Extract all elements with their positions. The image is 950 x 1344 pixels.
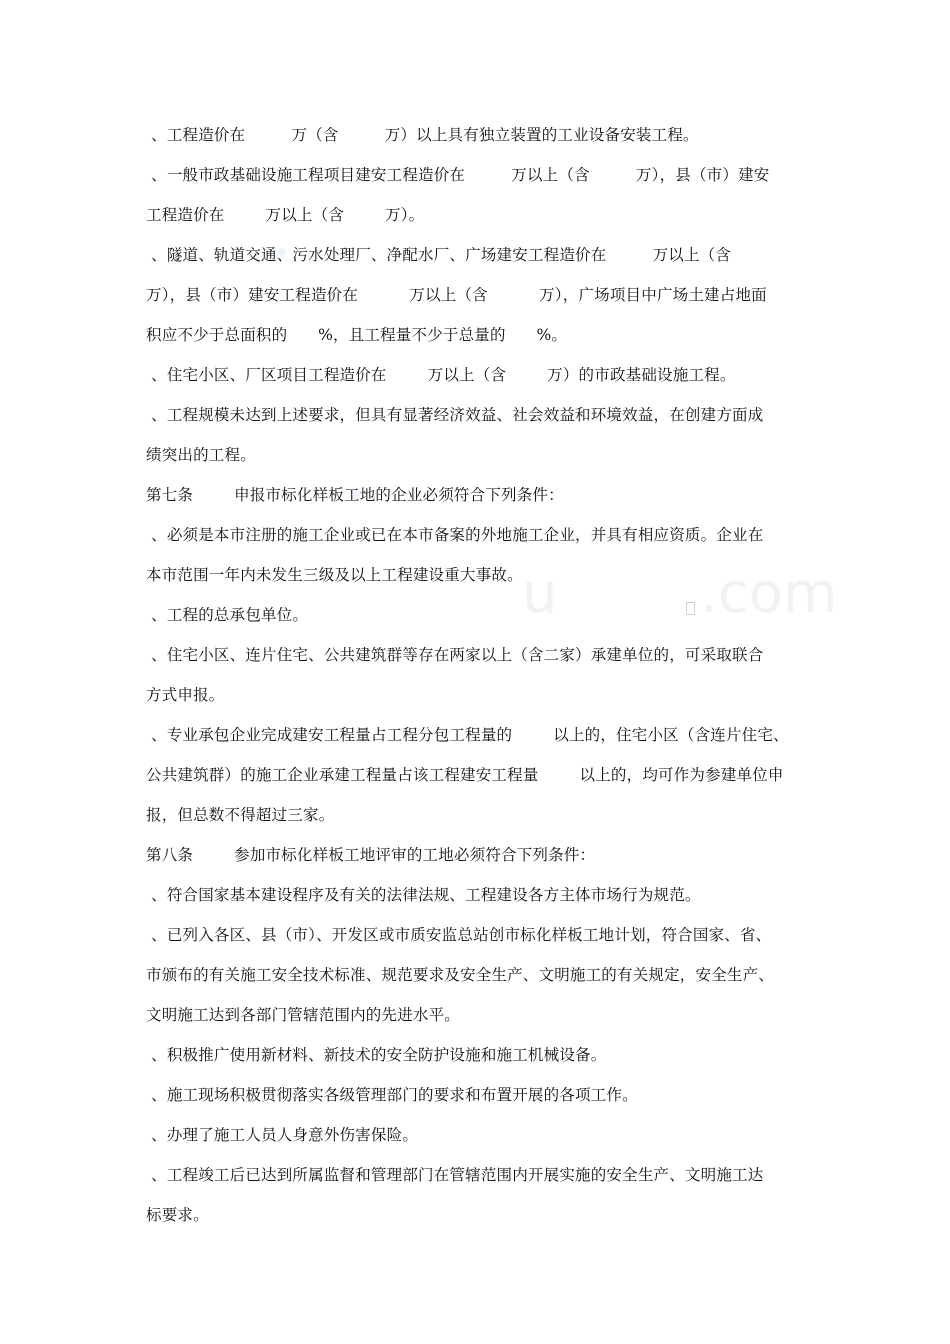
text-line: 本市范围一年内未发生三级及以上工程建设重大事故。 — [146, 566, 523, 584]
text-line: 方式申报。 — [146, 686, 225, 704]
text-line: 工程造价在 万以上（含 万）。 — [146, 206, 425, 224]
text-line: 第八条 参加市标化样板工地评审的工地必须符合下列条件： — [146, 846, 596, 864]
watermark-text-left: u — [522, 561, 558, 626]
text-line: 、专业承包企业完成建安工程量占工程分包工程量的 以上的，住宅小区（含连片住宅、 — [146, 726, 789, 744]
text-line: 第七条 申报市标化样板工地的企业必须符合下列条件： — [146, 486, 564, 504]
watermark-text-right: .com — [700, 561, 838, 626]
text-line: 积应不少于总面积的 %，且工程量不少于总量的 %。 — [146, 326, 568, 344]
text-line: 公共建筑群）的施工企业承建工程量占该工程建安工程量 以上的，均可作为参建单位申 — [146, 766, 784, 784]
text-line: 、隧道、轨道交通、污水处理厂、净配水厂、广场建安工程造价在 万以上（含 — [146, 246, 732, 264]
text-line: 、工程造价在 万（含 万）以上具有独立装置的工业设备安装工程。 — [146, 126, 699, 144]
text-line: 标要求。 — [146, 1206, 209, 1224]
text-line: 、符合国家基本建设程序及有关的法律法规、工程建设各方主体市场行为规范。 — [146, 886, 701, 904]
text-line: 、已列入各区、县（市）、开发区或市质安监总站创市标化样板工地计划，符合国家、省、 — [146, 926, 772, 944]
text-line: 绩突出的工程。 — [146, 446, 256, 464]
text-line: 、积极推广使用新材料、新技术的安全防护设施和施工机械设备。 — [146, 1046, 607, 1064]
text-line: 、一般市政基础设施工程项目建安工程造价在 万以上（含 万），县（市）建安 — [146, 166, 770, 184]
text-line: 万），县（市）建安工程造价在 万以上（含 万），广场项目中广场土建占地面 — [146, 286, 767, 304]
text-line: 、工程规模未达到上述要求，但具有显著经济效益、社会效益和环境效益，在创建方面成 — [146, 406, 764, 424]
text-line: 、办理了施工人员人身意外伤害保险。 — [146, 1126, 419, 1144]
text-line: 、工程竣工后已达到所属监督和管理部门在管辖范围内开展实施的安全生产、文明施工达 — [146, 1166, 764, 1184]
text-line: 、工程的总承包单位。 — [146, 606, 309, 624]
text-line: 、施工现场积极贯彻落实各级管理部门的要求和布置开展的各项工作。 — [146, 1086, 638, 1104]
text-line: 报，但总数不得超过三家。 — [146, 806, 335, 824]
text-line: 、必须是本市注册的施工企业或已在本市备案的外地施工企业，并具有相应资质。企业在 — [146, 526, 764, 544]
text-line: 、住宅小区、厂区项目工程造价在 万以上（含 万）的市政基础设施工程。 — [146, 366, 736, 384]
text-line: 文明施工达到各部门管辖范围内的先进水平。 — [146, 1006, 461, 1024]
text-line: 、住宅小区、连片住宅、公共建筑群等存在两家以上（含二家）承建单位的，可采取联合 — [146, 646, 764, 664]
text-line: 市颁布的有关施工安全技术标准、规范要求及安全生产、文明施工的有关规定，安全生产、 — [146, 966, 775, 984]
